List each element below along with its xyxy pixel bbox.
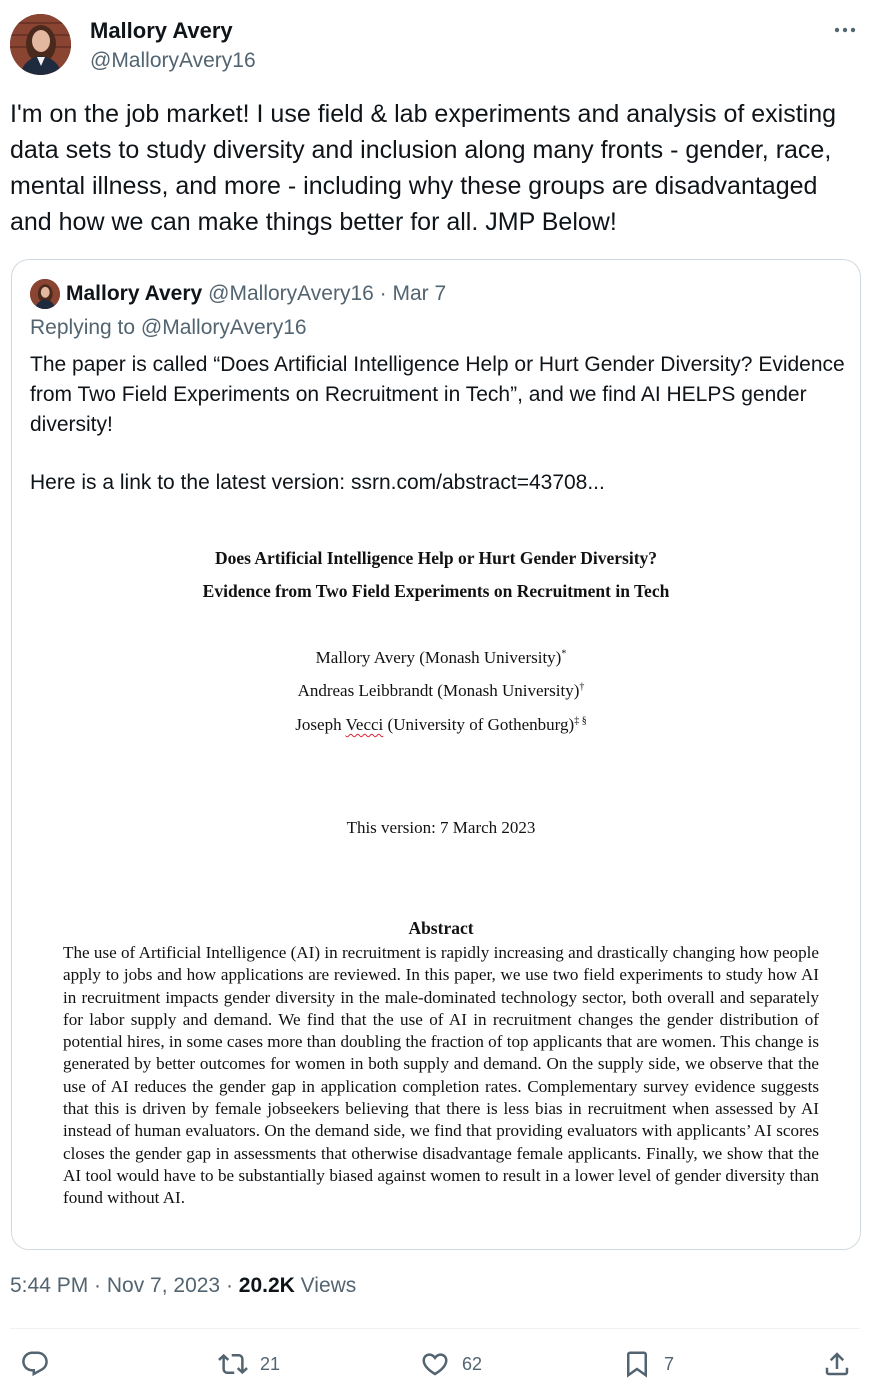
retweet-button[interactable] (218, 1348, 280, 1380)
paper-version: This version: 7 March 2023 (346, 818, 536, 837)
more-options-icon[interactable] (831, 20, 859, 40)
quoted-tweet[interactable] (11, 259, 861, 1250)
quoted-tweet-header (30, 279, 446, 309)
timestamp-text[interactable]: 5:44 PM · Nov 7, 2023 · (10, 1274, 239, 1297)
paper-author-3-mark: ‡ § (574, 715, 587, 727)
quoted-link-line[interactable]: Here is a link to the latest version: ssrn.com/abstract=43708... (30, 471, 605, 494)
paper-author-3-first: Joseph (295, 715, 346, 734)
retweet-icon (218, 1349, 248, 1379)
paper-author-1-mark: * (561, 648, 567, 660)
paper-author-2 (12, 681, 861, 701)
replying-to: Replying to @MalloryAvery16 (30, 316, 307, 339)
divider (10, 1328, 860, 1329)
quoted-avatar-photo-icon (30, 279, 60, 309)
paper-abstract: The use of Artificial Intelligence (AI) in recruitment is rapidly increasing and drastically changing how people apply to jobs and how applications are reviewed. In this paper, we use two field experiments to study how AI in recruitment impacts gender diversity in the male-dominated technology sector, both overall and separately for labor supply and demand. We find that the use of AI in recruitment changes the gender distribution of potential hires, in some cases more than doubling the fraction of top applicants that are women. This change is generated by better outcomes for women in both supply and demand. On the supply side, we observe that the use of AI reduces the gender gap in application completion rates. Complementary survey evidence suggests that this is driven by female jobseekers believing that there is less bias in recruitment when assessed by AI instead of human evaluators. On the demand side, we find that providing evaluators with applicants’ AI scores closes the gender gap in assessments that otherwise disadvantage female applicants. Finally, we show that the AI tool would have to be substantially biased against women to result in a lower level of gender diversity than found without AI. (63, 943, 819, 1208)
share-button[interactable] (822, 1348, 852, 1380)
author-name[interactable]: Mallory Avery (90, 18, 233, 43)
heart-icon (420, 1349, 450, 1379)
author-handle[interactable]: @MalloryAvery16 (90, 49, 256, 72)
reply-button[interactable] (20, 1348, 50, 1380)
paper-author-3 (12, 715, 861, 735)
tweet-timestamp (10, 1274, 356, 1298)
reply-icon (20, 1349, 50, 1379)
bookmark-button[interactable] (622, 1348, 674, 1380)
paper-author-2-mark: † (579, 681, 585, 693)
avatar[interactable] (10, 14, 71, 75)
paper-title-line1: Does Artificial Intelligence Help or Hurt Gender Diversity? (214, 548, 658, 568)
quoted-meta: @MalloryAvery16 · Mar 7 (208, 282, 447, 305)
paper-abstract-heading: Abstract (408, 918, 474, 938)
views-label: Views (294, 1274, 357, 1297)
avatar-photo-icon (10, 14, 71, 75)
quoted-author-name: Mallory Avery (66, 282, 203, 305)
paper-author-1 (12, 648, 861, 668)
views-count: 20.2K (238, 1274, 295, 1297)
paper-author-2-text: Andreas Leibbrandt (Monash University) (297, 681, 580, 700)
quoted-avatar (30, 279, 60, 309)
paper-title-line2: Evidence from Two Field Experiments on Recruitment in Tech (202, 581, 670, 601)
paper-author-3-rest: (University of Gothenburg) (383, 715, 575, 734)
tweet-text: I'm on the job market! I use field & lab experiments and analysis of existing data sets to study diversity and inclusion along many fronts - gender, race, mental illness, and more - including why these groups are disadvantaged and how we can make things better for all. JMP Below! (10, 100, 837, 236)
bookmark-icon (622, 1349, 652, 1379)
tweet-header (10, 14, 863, 78)
paper-author-1-text: Mallory Avery (Monash University) (315, 648, 562, 667)
like-button[interactable] (420, 1348, 482, 1380)
paper-image[interactable] (12, 530, 860, 1250)
share-icon (822, 1349, 852, 1379)
quoted-body: The paper is called “Does Artificial Intelligence Help or Hurt Gender Diversity? Evidence from Two Field Experiments on Recruitment in Tech”, and we find AI HELPS gender diversity! (30, 353, 845, 436)
like-count: 62 (462, 1353, 483, 1374)
retweet-count: 21 (260, 1353, 281, 1374)
action-bar (0, 1340, 873, 1390)
paper-author-3-last: Vecci (345, 715, 384, 734)
bookmark-count: 7 (664, 1353, 675, 1374)
